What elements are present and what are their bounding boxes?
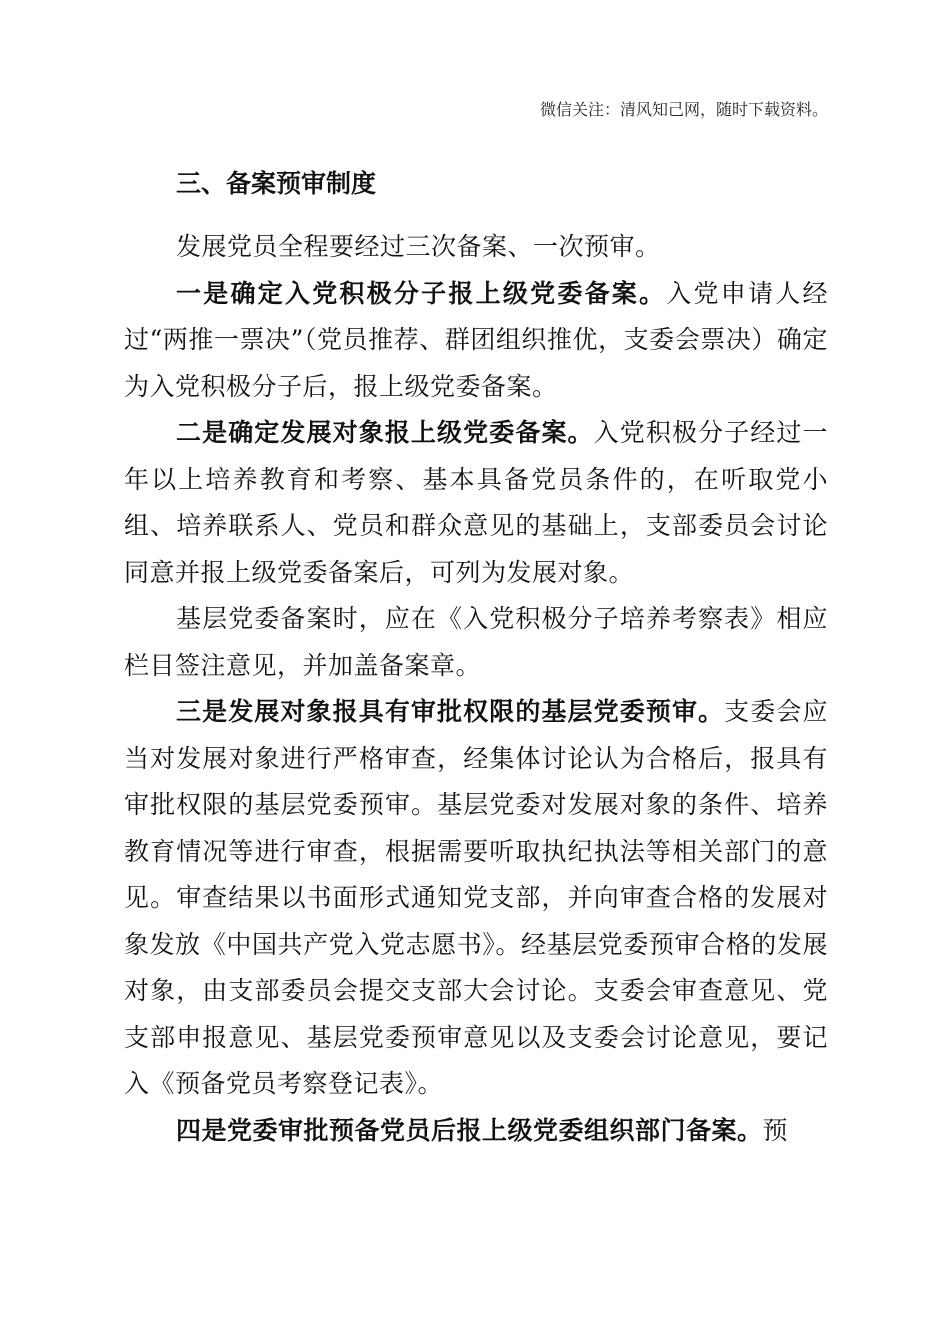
paragraph-text: 入党申请人经过“两推一票决”（党员推荐、群团组织推优，支委会票决）确定为入党积极分子后，报上级党委备案。 [124,278,828,401]
paragraph-filing-candidate [124,410,828,596]
paragraph-approval-filing [124,1108,828,1155]
paragraph-text: 基层党委备案时，应在《入党积极分子培养考察表》相应栏目签注意见，并加盖备案章。 [124,604,828,680]
paragraph-lead: 四是党委审批预备党员后报上级党委组织部门备案。 [176,1115,763,1145]
document-body [124,162,828,1154]
paragraph-text: 入党积极分子经过一年以上培养教育和考察、基本具备党员条件的，在听取党小组、培养联系人、党员和群众意见的基础上，支部委员会讨论同意并报上级党委备案后，可列为发展对象。 [124,418,828,587]
paragraph-text: 发展党员全程要经过三次备案、一次预审。 [176,232,661,261]
header-note: 微信关注：清风知己网，随时下载资料。 [539,100,828,119]
paragraph-text: 预 [762,1115,789,1145]
paragraph-intro [124,224,828,271]
paragraph-filing-note [124,596,828,689]
paragraph-lead: 二是确定发展对象报上级党委备案。 [176,418,594,447]
paragraph-filing-activist [124,271,828,411]
section-title: 三、备案预审制度 [176,169,377,198]
paragraph-pre-review [124,689,828,1108]
paragraph-lead: 三是发展对象报具有审批权限的基层党委预审。 [176,697,725,726]
paragraph-lead: 一是确定入党积极分子报上级党委备案。 [176,278,667,308]
paragraph-text: 支委会应当对发展对象进行严格审查，经集体讨论认为合格后，报具有审批权限的基层党委预审。基层党委对发展对象的条件、培养教育情况等进行审查，根据需要听取执纪执法等相关部门的意见。审查结果以书面形式通知党支部，并向审查合格的发展对象发放《中国共产党入党志愿书》。经基层党委预审合格的发展对象，由支部委员会提交支部大会讨论。支委会审查意见、党支部申报意见、基层党委预审意见以及支委会讨论意见，要记入《预备党员考察登记表》。 [124,697,828,1098]
